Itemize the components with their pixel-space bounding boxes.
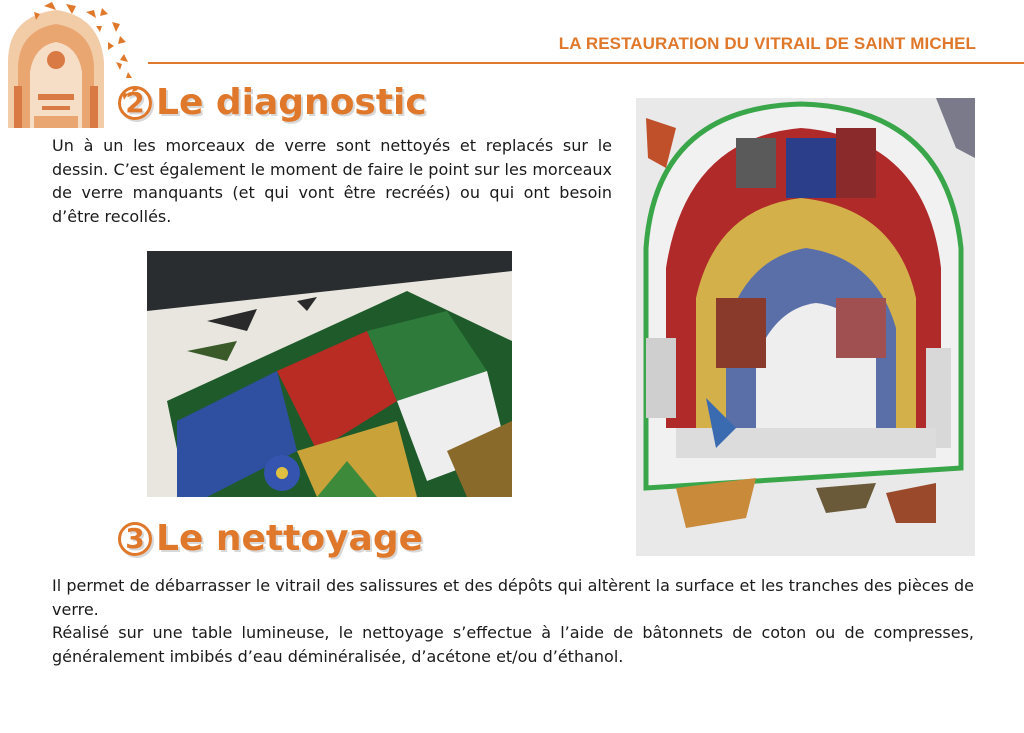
section-title: Le nettoyage xyxy=(156,518,424,559)
document-header-title: LA RESTAURATION DU VITRAIL DE SAINT MICHEL xyxy=(558,34,976,53)
nettoyage-paragraph-2: Réalisé sur une table lumineuse, le nettoyage s’effectue à l’aide de bâtonnets de coton ou de compresses, généralement imbibés d’eau déminéralisée, d’acétone et/ou d’éthanol. xyxy=(52,623,974,666)
nettoyage-text-block xyxy=(52,574,974,668)
nettoyage-paragraph-1: Il permet de débarrasser le vitrail des salissures et des dépôts qui altèrent la surface et les tranches des pièces de verre. xyxy=(52,576,974,619)
section-number-badge: 3 xyxy=(118,522,152,556)
header-divider xyxy=(148,62,1024,64)
section-heading-diagnostic xyxy=(118,82,427,123)
diagnostic-paragraph: Un à un les morceaux de verre sont nettoyés et replacés sur le dessin. C’est également le moment de faire le point sur les morceaux de verre manquants (et qui vont être recréés) ou qui ont besoin d’être recollés. xyxy=(52,136,612,226)
section-number-badge: 2 xyxy=(118,86,152,120)
section-title: Le diagnostic xyxy=(156,82,427,123)
photo-glass-pieces-on-drawing xyxy=(147,251,512,497)
section-heading-nettoyage xyxy=(118,518,423,559)
photo-arched-stained-glass-panel xyxy=(636,98,975,556)
